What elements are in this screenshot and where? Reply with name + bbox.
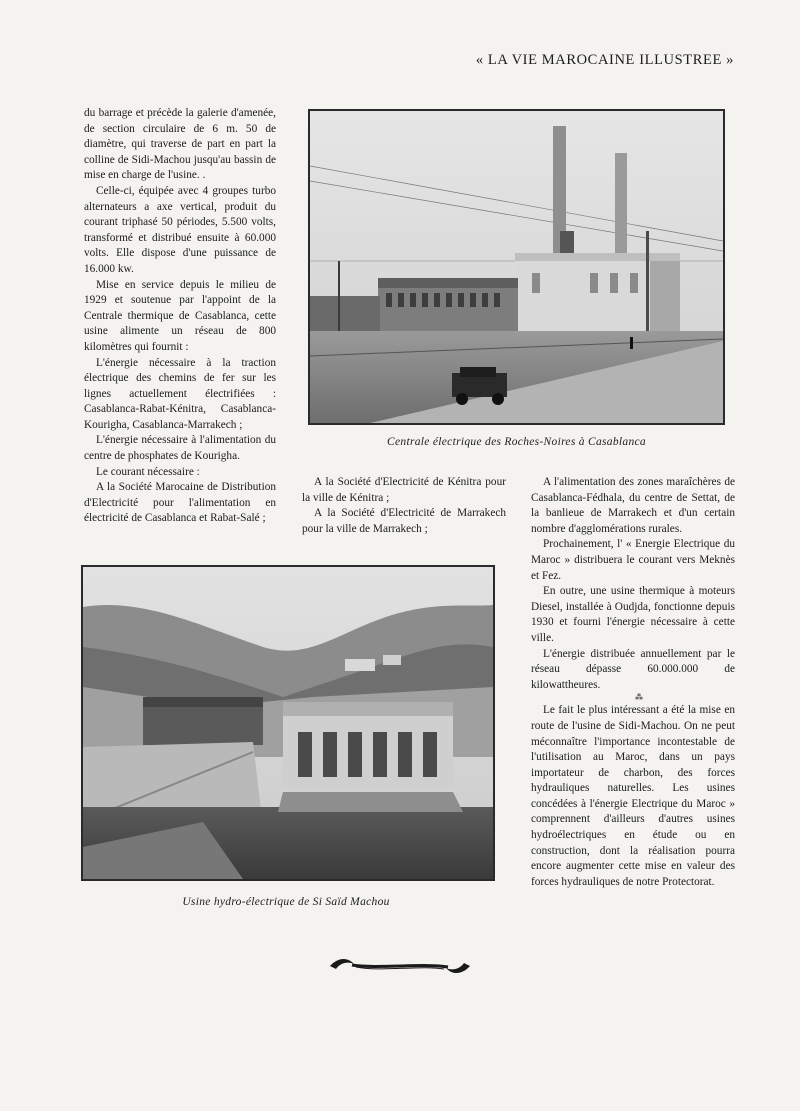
paragraph: A la Société d'Electricité de Kénitra pour la ville de Kénitra ; — [302, 476, 506, 504]
paragraph: En outre, une usine thermique à moteurs Diesel, installée à Oudjda, fonctionne depuis 1930 et fourni l'énergie nécessaire à cette ville. — [531, 585, 735, 644]
power-station-illustration — [310, 111, 723, 423]
power-station-caption: Centrale électrique des Roches-Noires à Casablanca — [387, 436, 646, 448]
power-station-photo — [308, 109, 725, 425]
paragraph: Mise en service depuis le milieu de 1929 et soutenue par l'appoint de la Centrale thermique de Casablanca, cette usine alimente un réseau de 800 kilomètres qui fournit : — [84, 278, 276, 353]
paragraph: Celle-ci, équipée avec 4 groupes turbo alternateurs a axe vertical, produit du courant triphasé 50 périodes, 5.500 volts, transformé et distribué ensuite à 60.000 volts. Elle dispose d'une puissance de 16.000 kw. — [84, 184, 276, 275]
paragraph: A la Société d'Electricité de Marrakech pour la ville de Marrakech ; — [302, 507, 506, 535]
section-separator: ⁂ — [635, 693, 643, 703]
paragraph: Prochainement, l' « Energie Electrique du Maroc » distribuera le courant vers Meknès et Fez. — [531, 538, 735, 582]
paragraph: A la Société Marocaine de Distribution d'Electricité pour l'alimentation en électricité de Casablanca et Rabat-Salé ; — [84, 481, 276, 525]
paragraph: A l'alimentation des zones maraîchères de Casablanca-Fédhala, du centre de Settat, de la banlieue de Marrakech et d'un certain nombre d'agglomérations rurales. — [531, 476, 735, 535]
paragraph: du barrage et précède la galerie d'amenée, de section circulaire de 6 m. 50 de diamètre, qui traverse de part en part la colline de Sidi-Machou jusqu'au bassin de mise en charge de l'usine. . — [84, 107, 276, 182]
text-column-middle — [302, 475, 506, 537]
hydro-plant-caption: Usine hydro-électrique de Si Saïd Machou — [182, 896, 390, 908]
paragraph: L'énergie nécessaire à la traction électrique des chemins de fer sur les lignes actuellement électrifiées : Casablanca-Rabat-Kénitra, Casablanca-Kourigha, Casablanca-Marrakech ; — [84, 356, 276, 431]
running-header: « LA VIE MAROCAINE ILLUSTREE » — [475, 52, 734, 68]
text-column-right — [531, 475, 735, 890]
hydro-plant-photo — [81, 565, 495, 881]
ornament-divider-icon — [326, 955, 474, 977]
hydro-plant-illustration — [83, 567, 493, 879]
paragraph: L'énergie nécessaire à l'alimentation du centre de phosphates de Kourigha. — [84, 434, 276, 463]
paragraph: L'énergie distribuée annuellement par le réseau dépasse 60.000.000 de kilowattheures. — [531, 647, 735, 691]
text-column-left — [84, 106, 276, 527]
paragraph: Le fait le plus intéressant a été la mise en route de l'usine de Sidi-Machou. On ne peut méconnaître l'importance incontestable de l'utilisation au Maroc, dans un pays importateur de charbon, des forces hydrauliques naturelles. Les usines concédées à l'énergie Electrique du Maroc » comprennent d'ailleurs d'autres usines hydroélectriques en étude ou en construction, dont la réalisation pourra encore augmenter cette mise en valeur des forces hydrauliques de notre Protectorat. — [531, 704, 735, 888]
paragraph: Le courant nécessaire : — [96, 465, 200, 478]
